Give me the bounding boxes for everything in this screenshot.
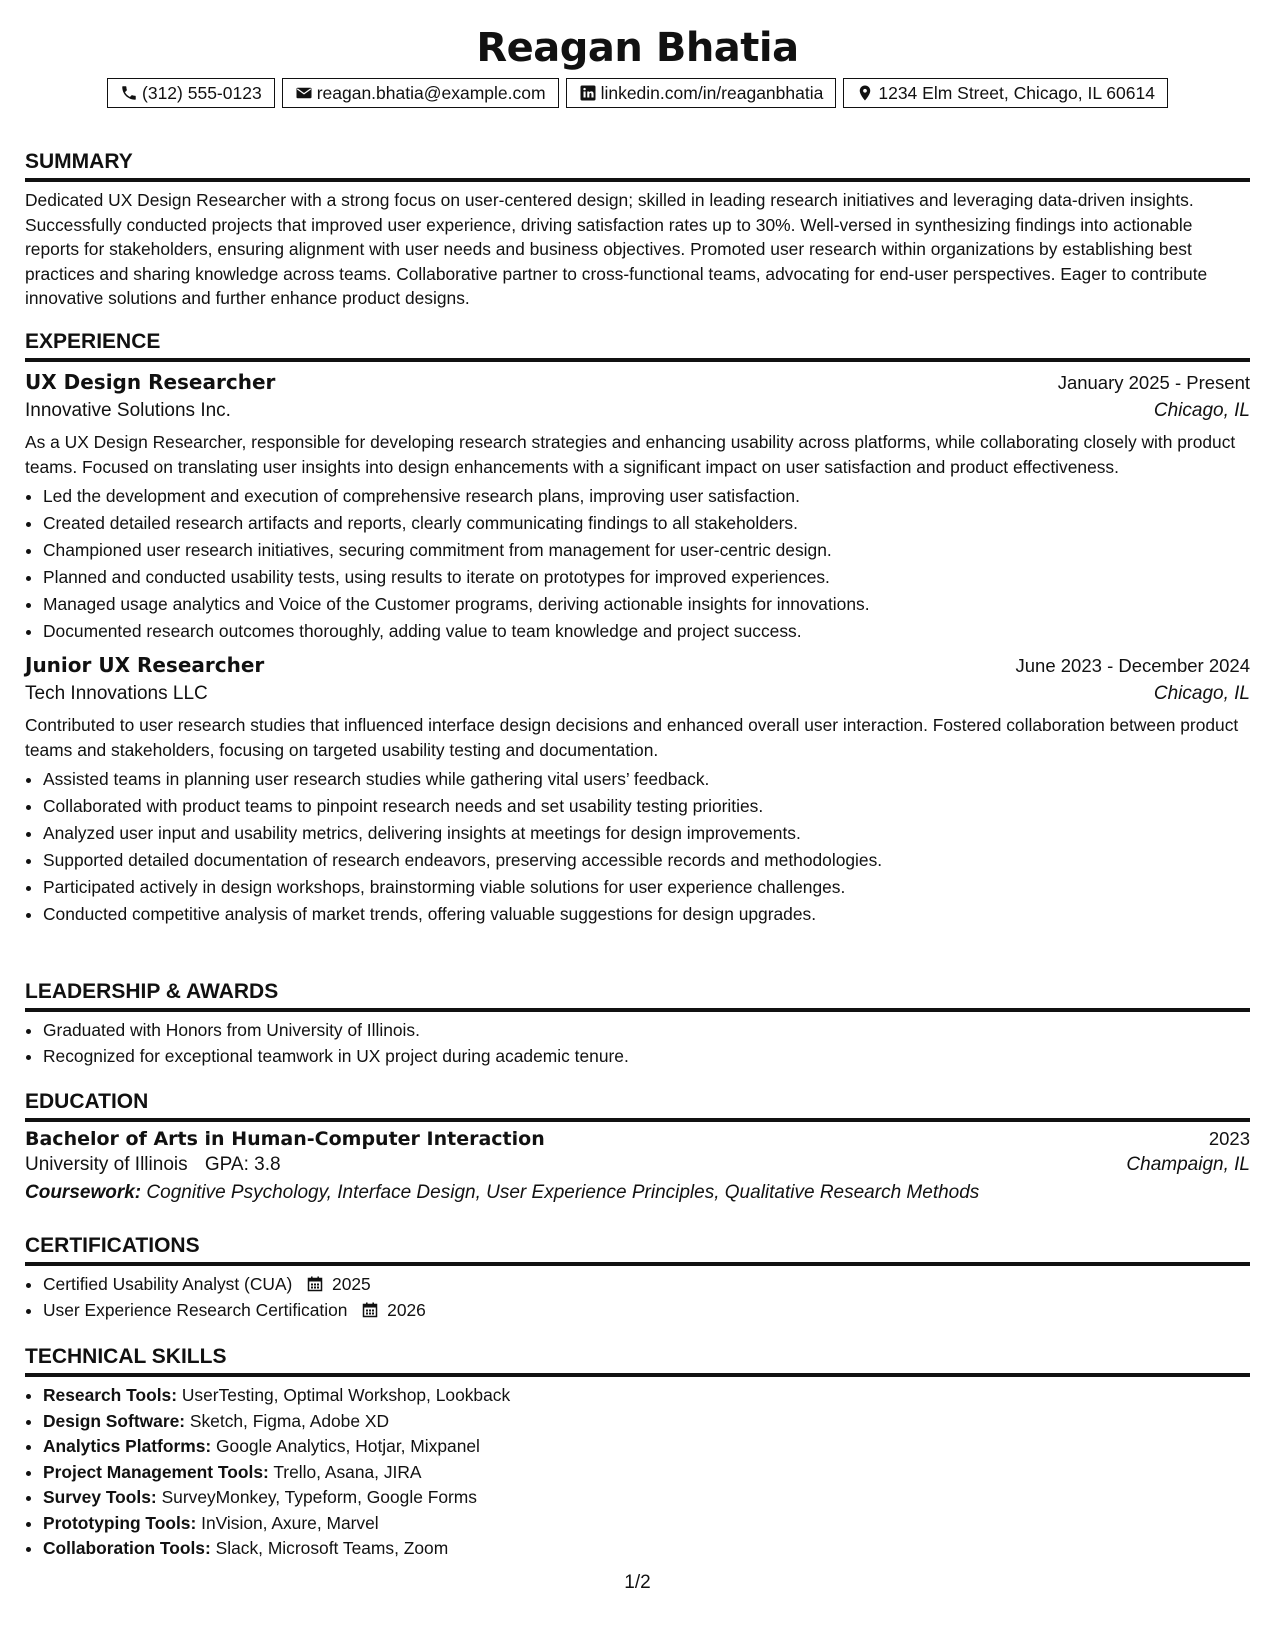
list-item: • Led the development and execution of comprehensive research plans, improving user satisfaction.	[43, 483, 1250, 510]
contact-linkedin-text: linkedin.com/in/reaganbhatia	[600, 82, 824, 103]
contact-address[interactable]	[843, 78, 1168, 108]
company-name: Tech Innovations LLC	[25, 683, 208, 704]
skill-label: Collaboration Tools:	[43, 1538, 211, 1558]
list-item: • Planned and conducted usability tests, using results to iterate on prototypes for improved experiences.	[43, 564, 1250, 591]
skill-value: Sketch, Figma, Adobe XD	[189, 1410, 390, 1431]
job-description: As a UX Design Researcher, responsible for developing research strategies and enhancing usability across platforms, while collaborating closely with product teams. Focused on translating user insights into design enhancements with a significant impact on user satisfaction and product effectiveness.	[25, 432, 1236, 477]
certification-name: Certified Usability Analyst (CUA)	[43, 1274, 293, 1294]
job-dates: June 2023 - December 2024	[1015, 655, 1250, 676]
skill-value: Slack, Microsoft Teams, Zoom	[215, 1538, 449, 1558]
list-item	[43, 1434, 1250, 1460]
certification-year: 2026	[387, 1299, 426, 1320]
list-item	[43, 1485, 1250, 1511]
job-description: Contributed to user research studies that influenced interface design decisions and enhanced overall user interaction. Fostered collaboration between product teams and stakeholders, focusing on targeted usability testing and documentation.	[25, 715, 1239, 760]
experience-section	[25, 330, 1250, 928]
job-title: UX Design Researcher	[25, 370, 276, 394]
list-item: • Documented research outcomes thoroughly, adding value to team knowledge and project success.	[43, 618, 1250, 645]
list-item	[43, 1511, 1250, 1537]
coursework-list: Cognitive Psychology, Interface Design, User Experience Principles, Qualitative Research Methods	[146, 1182, 980, 1203]
list-item: • Created detailed research artifacts and reports, clearly communicating findings to all stakeholders.	[43, 510, 1250, 537]
list-item: • Conducted competitive analysis of market trends, offering valuable suggestions for design upgrades.	[43, 901, 1250, 928]
list-item: • Participated actively in design workshops, brainstorming viable solutions for user experience challenges.	[43, 874, 1250, 901]
list-item	[43, 1536, 1250, 1562]
graduation-year: 2023	[1208, 1128, 1250, 1149]
gpa: GPA: 3.8	[204, 1154, 281, 1175]
contact-address-text: 1234 Elm Street, Chicago, IL 60614	[878, 82, 1155, 103]
skills-list	[25, 1383, 1250, 1562]
phone-icon	[120, 84, 138, 102]
certifications-section	[25, 1234, 1250, 1323]
skills-section	[25, 1345, 1250, 1562]
list-item	[43, 1298, 1250, 1324]
linkedin-icon	[579, 84, 597, 102]
contact-bar	[25, 78, 1250, 108]
certifications-list	[25, 1272, 1250, 1323]
education-heading: EDUCATION	[25, 1090, 1250, 1122]
leadership-section	[25, 980, 1250, 1069]
list-item	[43, 1272, 1250, 1298]
experience-heading: EXPERIENCE	[25, 330, 1250, 362]
company-name: Innovative Solutions Inc.	[25, 400, 231, 421]
coursework	[25, 1182, 1250, 1204]
school-name: University of Illinois	[25, 1154, 188, 1175]
list-item: • Recognized for exceptional teamwork in UX project during academic tenure.	[43, 1044, 1250, 1070]
certification-year: 2025	[332, 1274, 371, 1294]
education-section	[25, 1090, 1250, 1204]
list-item	[43, 1409, 1250, 1435]
job-title: Junior UX Researcher	[25, 653, 265, 677]
job-entry	[25, 653, 1250, 928]
contact-phone-text: (312) 555-0123	[142, 82, 262, 103]
candidate-name: Reagan Bhatia	[476, 25, 799, 71]
skill-label: Survey Tools:	[43, 1487, 157, 1507]
list-item	[43, 1460, 1250, 1486]
job-location: Chicago, IL	[1153, 683, 1250, 704]
contact-linkedin[interactable]	[566, 78, 837, 108]
skill-label: Design Software:	[43, 1410, 186, 1431]
list-item: • Graduated with Honors from University of Illinois.	[43, 1018, 1250, 1044]
skill-label: Analytics Platforms:	[43, 1436, 212, 1456]
envelope-icon	[295, 84, 313, 102]
job-bullets	[25, 483, 1250, 645]
job-location: Chicago, IL	[1153, 400, 1250, 421]
job-entry	[25, 370, 1250, 645]
skills-heading: TECHNICAL SKILLS	[25, 1345, 1250, 1377]
list-item: • Analyzed user input and usability metrics, delivering insights at meetings for design improvements.	[43, 820, 1250, 847]
calendar-icon	[307, 1276, 323, 1292]
skill-value: InVision, Axure, Marvel	[201, 1512, 379, 1533]
skill-value: Trello, Asana, JIRA	[273, 1461, 422, 1482]
skill-label: Prototyping Tools:	[43, 1512, 197, 1533]
summary-section	[25, 150, 1250, 311]
contact-phone[interactable]	[107, 78, 275, 108]
list-item	[43, 1383, 1250, 1409]
leadership-heading: LEADERSHIP & AWARDS	[25, 980, 1250, 1012]
contact-email[interactable]	[282, 78, 559, 108]
job-dates: January 2025 - Present	[1057, 372, 1250, 393]
skill-value: SurveyMonkey, Typeform, Google Forms	[161, 1487, 477, 1507]
coursework-label: Coursework:	[25, 1182, 142, 1203]
skill-label: Research Tools:	[43, 1385, 178, 1405]
job-bullets	[25, 766, 1250, 928]
list-item: • Championed user research initiatives, securing commitment from management for user-centric design.	[43, 537, 1250, 564]
contact-email-text: reagan.bhatia@example.com	[316, 82, 546, 103]
list-item: • Assisted teams in planning user research studies while gathering vital users’ feedback.	[43, 766, 1250, 793]
skill-value: Google Analytics, Hotjar, Mixpanel	[216, 1436, 480, 1456]
certifications-heading: CERTIFICATIONS	[25, 1234, 1250, 1266]
summary-heading: SUMMARY	[25, 150, 1250, 182]
page-number: 1/2	[624, 1572, 651, 1593]
list-item: • Supported detailed documentation of research endeavors, preserving accessible records and methodologies.	[43, 847, 1250, 874]
location-pin-icon	[856, 84, 874, 102]
skill-value: UserTesting, Optimal Workshop, Lookback	[181, 1385, 511, 1405]
certification-name: User Experience Research Certification	[43, 1299, 348, 1320]
skill-label: Project Management Tools:	[43, 1461, 269, 1482]
summary-text: Dedicated UX Design Researcher with a strong focus on user-centered design; skilled in leading research initiatives and leveraging data-driven insights. Successfully conducted projects that improved user experience, driving satisfaction rates up to 30%. Well-versed in synthesizing findings into actionable reports for stakeholders, ensuring alignment with user needs and business objectives. Promoted user research within organizations by establishing best practices and sharing knowledge across teams. Collaborative partner to cross-functional teams, advocating for end-user perspectives. Eager to contribute innovative solutions and further enhance product designs.	[25, 190, 1208, 308]
resume-page	[25, 0, 1250, 1558]
leadership-list	[25, 1018, 1250, 1069]
school-location: Champaign, IL	[1126, 1154, 1250, 1175]
list-item: • Managed usage analytics and Voice of the Customer programs, deriving actionable insights for innovations.	[43, 591, 1250, 618]
degree-title: Bachelor of Arts in Human-Computer Interaction	[25, 1128, 545, 1150]
list-item: • Collaborated with product teams to pinpoint research needs and set usability testing priorities.	[43, 793, 1250, 820]
calendar-icon	[362, 1302, 378, 1318]
